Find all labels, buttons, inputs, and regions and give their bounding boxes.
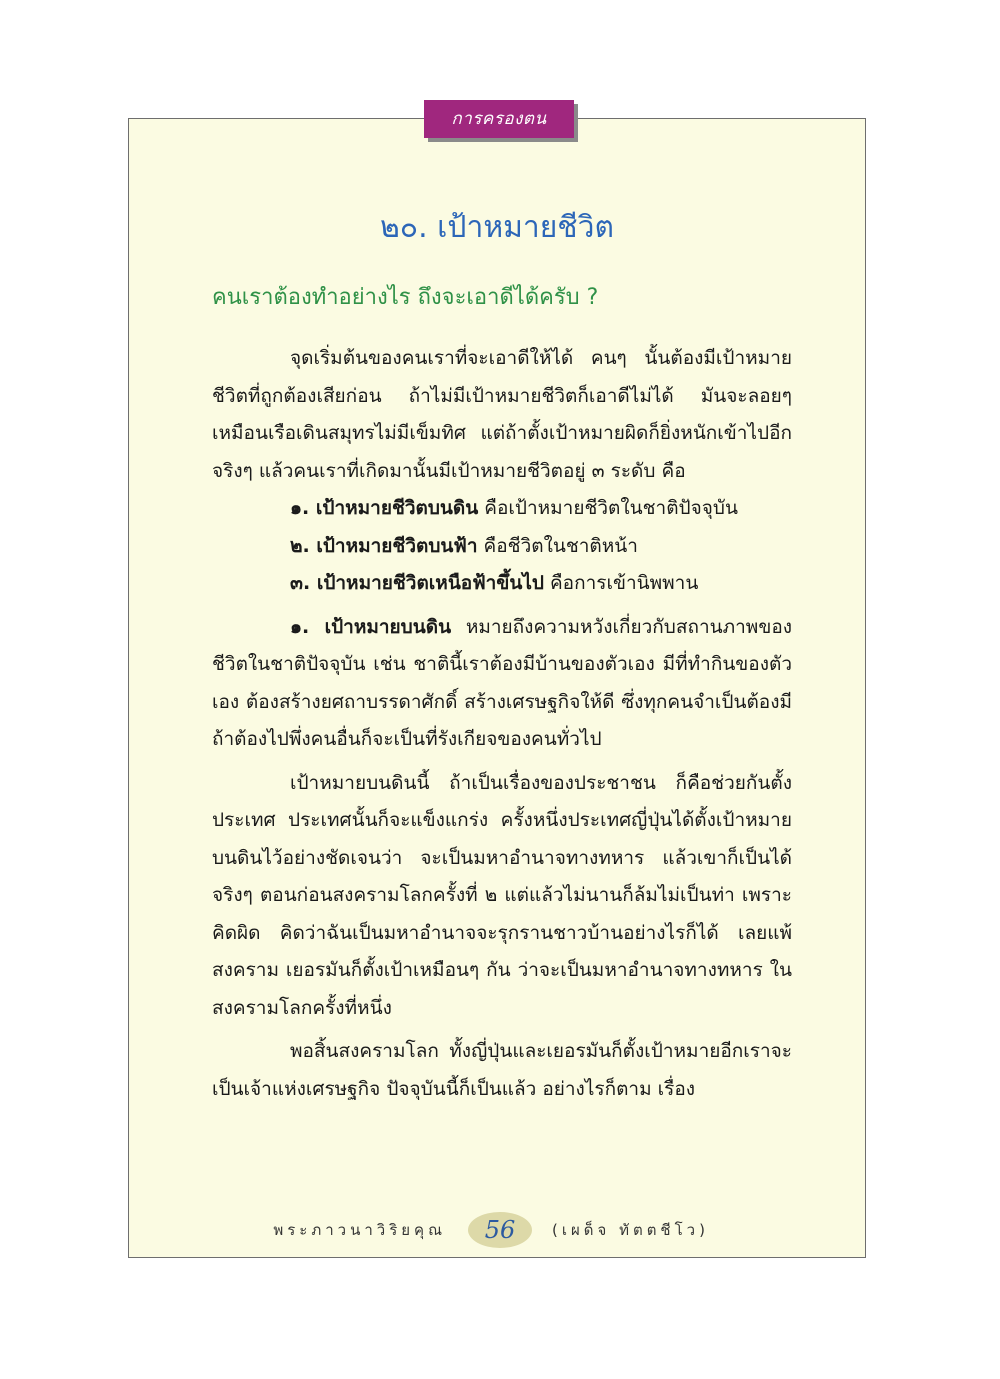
footer-page-number: 56 <box>468 1212 532 1248</box>
paragraph-earth-goal-text: หมายถึงความหวังเกี่ยวกับสถานภาพของชีวิตในชาติปัจจุบัน เช่น ชาตินี้เราต้องมีบ้านของตัวเอง มีที่ทำกินของตัวเอง ต้องสร้างยศถาบรรดาศักดิ์ สร้างเศรษฐกิจให้ดี ซึ่งทุกคนจำเป็นต้องมี ถ้าต้องไปพึ่งคนอื่นก็จะเป็นที่รังเกียจของคนทั่วไป <box>212 615 793 750</box>
chapter-title: ๒๐. เป้าหมายชีวิต <box>380 210 614 245</box>
question-heading: คนเราต้องทำอย่างไร ถึงจะเอาดีได้ครับ ? <box>212 285 599 310</box>
footer-author: (เผด็จ ทัตตชีโว) <box>552 1221 709 1239</box>
paragraph-earth-goal <box>212 609 792 759</box>
paragraph-intro: จุดเริ่มต้นของคนเราที่จะเอาดีให้ได้ คนๆ นั้นต้องมีเป้าหมายชีวิตที่ถูกต้องเสียก่อน ถ้าไม่มีเป้าหมายชีวิตก็เอาดีไม่ได้ มันจะลอยๆ เหมือนเรือเดินสมุทรไม่มีเข็มทิศ แต่ถ้าตั้งเป้าหมายผิดก็ยิ่งหนักเข้าไปอีกจริงๆ แล้วคนเราที่เกิดมานั้นมีเป้าหมายชีวิตอยู่ ๓ ระดับ คือ <box>212 347 792 482</box>
goal-item-3 <box>212 565 792 603</box>
paragraph-post-war: พอสิ้นสงครามโลก ทั้งญี่ปุ่นและเยอรมันก็ตั้งเป้าหมายอีกเราจะเป็นเจ้าแห่งเศรษฐกิจ ปัจจุบันนี้ก็เป็นแล้ว อย่างไรก็ตาม เรื่อง <box>212 1040 792 1100</box>
goal-item-3-title: ๓. เป้าหมายชีวิตเหนือฟ้าขึ้นไป <box>290 572 544 594</box>
goal-item-2-title: ๒. เป้าหมายชีวิตบนฟ้า <box>290 534 478 557</box>
goal-item-3-desc: คือการเข้านิพพาน <box>543 572 699 594</box>
chapter-tab: การครองตน <box>424 100 574 138</box>
goal-item-1-title: ๑. เป้าหมายชีวิตบนดิน <box>290 497 479 519</box>
goal-item-1-desc: คือเป้าหมายชีวิตในชาติปัจจุบัน <box>478 497 738 519</box>
footer-book-title: พระภาวนาวิริยคุณ <box>273 1221 446 1239</box>
goal-item-2 <box>212 528 792 566</box>
page-footer <box>128 1212 866 1252</box>
goal-item-2-desc: คือชีวิตในชาติหน้า <box>477 534 638 557</box>
paragraph-earth-goal-title: ๑. เป้าหมายบนดิน <box>290 615 452 638</box>
goal-item-1 <box>212 490 792 528</box>
paragraph-nation-example: เป้าหมายบนดินนี้ ถ้าเป็นเรื่องของประชาชน ก็คือช่วยกันตั้งประเทศ ประเทศนั้นก็จะแข็งแกร่ง ครั้งหนึ่งประเทศญี่ปุ่นได้ตั้งเป้าหมายบนดินไว้อย่างชัดเจนว่า จะเป็นมหาอำนาจทางทหาร แล้วเขาก็เป็นได้จริงๆ ตอนก่อนสงครามโลกครั้งที่ ๒ แต่แล้วไม่นานก็ล้มไม่เป็นท่า เพราะคิดผิด คิดว่าฉันเป็นมหาอำนาจจะรุกรานชาวบ้านอย่างไรก็ได้ เลยแพ้สงคราม เยอรมันก็ตั้งเป้าเหมือนๆ กัน ว่าจะเป็นมหาอำนาจทางทหาร ในสงครามโลกครั้งที่หนึ่ง <box>212 771 792 1019</box>
body-text <box>212 340 792 1108</box>
